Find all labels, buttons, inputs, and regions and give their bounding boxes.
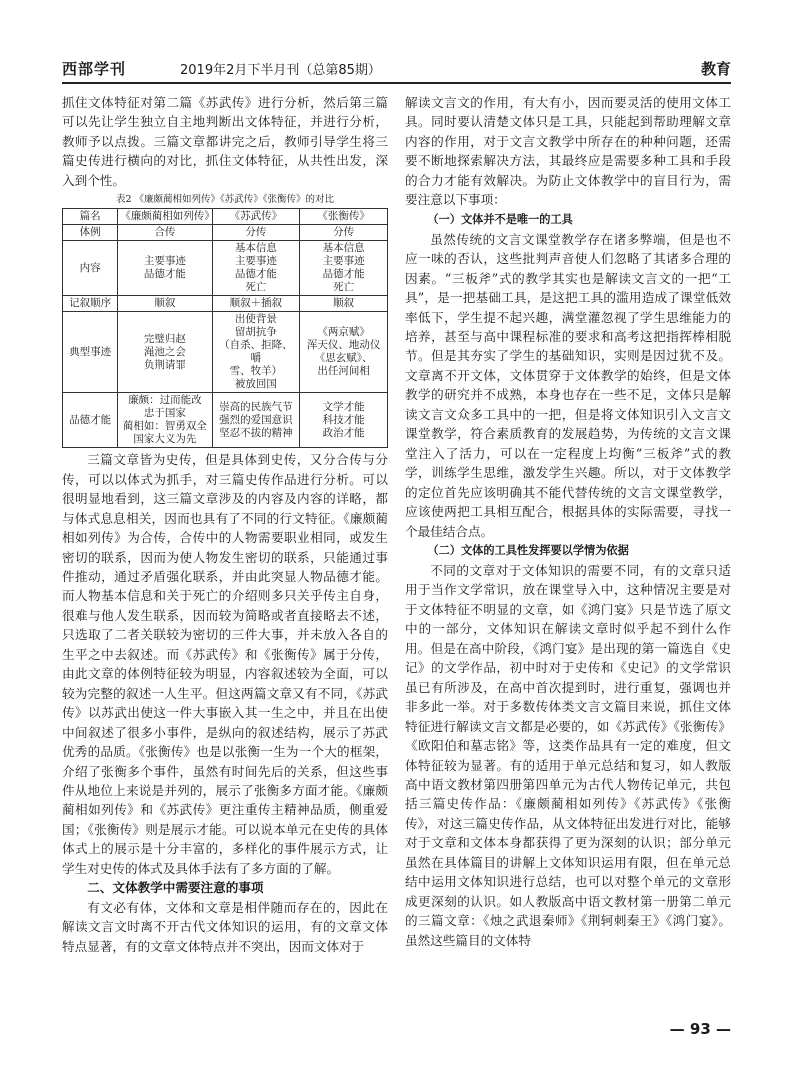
table-cell: 内容 — [63, 241, 118, 296]
cell-line: 死亡 — [333, 281, 355, 294]
cell-line: 出任河间相 — [317, 365, 370, 378]
table-cell — [118, 393, 212, 448]
table-row — [63, 393, 388, 448]
paragraph: 解读文言文的作用，有大有小，因而要灵活的使用文体工具。同时要认清楚文体只是工具，只能起到帮助理解文章内容的作用，对于文言文教学中所存在的种种问题，还需要不断地探索解决方法，其最终应是需要多种工具和手段的合力才能有效解决。为防止文体教学中的盲目行为，需要注意以下事项： — [405, 95, 731, 208]
paragraph: 抓住文体特征对第二篇《苏武传》进行分析，然后第三篇可以先让学生独立自主地判断出文体特征，并进行分析，教师予以点拨。三篇文章都讲完之后，教师引导学生将三篇史传进行横向的对比，抓住文体特征，从共性出发，深入到个性。 — [62, 95, 388, 188]
cell-line: 忠于国家 — [143, 407, 186, 420]
cell-line: 浑天仪、地动仪 — [306, 339, 381, 352]
cell-line: 蔺相如：智勇双全 — [122, 420, 207, 433]
cell-line: 《两京赋》 — [317, 326, 370, 339]
table-cell — [212, 241, 300, 296]
table-cell: 合传 — [118, 225, 212, 241]
table-row — [63, 296, 388, 312]
table-cell: 《张衡传》 — [300, 209, 388, 225]
table-cell: 分传 — [212, 225, 300, 241]
table-cell — [118, 241, 212, 296]
table-cell: 顺叙 — [118, 296, 212, 312]
table-cell — [300, 393, 388, 448]
cell-line: 品德才能 — [322, 268, 365, 281]
cell-line: 主要事迹 — [234, 255, 277, 268]
table-cell: 分传 — [300, 225, 388, 241]
subsection-heading: （二）文体的工具性发挥要以学情为依据 — [427, 543, 629, 557]
table-cell: 篇名 — [63, 209, 118, 225]
cell-line: 主要事迹 — [143, 255, 186, 268]
cell-line: 强烈的爱国意识 — [219, 413, 293, 426]
cell-line: 《思玄赋》、 — [314, 352, 373, 365]
table-cell: 记叙顺序 — [63, 296, 118, 312]
paragraph: 三篇文章皆为史传，但是具体到史传，又分合传与分传，可以以体式为抓手，对三篇史传作品进行分析。可以很明显地看到，这三篇文章涉及的内容及内容的详略，都与体式息息相关，因而也具有了不同的行文特征。《廉颇蔺相如列传》为合传，合传中的人物需要职业相同，或发生密切的联系，因而为使人物发生密切的联系，只能通过事件推动，通过矛盾强化联系，并由此突显人物品德才能。而人物基本信息和关于死亡的介绍则多只关乎传主自身，很难与他人发生联系，因而较为简略或者直接略去不述，只选取了二者关联较为密切的三件大事，并未放入各自的生平之中去叙述。而《苏武传》和《张衡传》属于分传，由此文章的体例特征较为明显，内容叙述较为全面，可以较为完整的叙述一人生平。但这两篇文章又有不同，《苏武传》以苏武出使这一件大事嵌入其一生之中，并且在出使中间叙述了很多小事件，是纵向的叙述结构，展示了苏武优秀的品质。《张衡传》也是以张衡一生为一个大的框架，介绍了张衡多个事件，虽然有时间先后的关系，但这些事件从地位上来说是并列的，展示了张衡多方面才能。《廉颇蔺相如列传》和《苏武传》更注重传主精神品质，侧重爱国；《张衡传》则是展示才能。可以说本单元在史传的具体体式上的展示是十分丰富的，多样化的事件展示方式，让学生对史传的体式及具体手法有了多方面的了解。 — [62, 452, 388, 876]
cell-line: 出使背景 — [234, 313, 277, 326]
cell-line: 完璧归赵 — [143, 332, 186, 345]
table-header-row — [63, 209, 388, 225]
cell-line: 品德才能 — [143, 268, 186, 281]
cell-line: 渑池之会 — [143, 345, 186, 358]
running-header — [62, 58, 731, 82]
table-cell — [212, 312, 300, 393]
cell-line: 雪、牧羊） — [229, 365, 283, 378]
cell-line: 负荆请罪 — [143, 358, 186, 371]
comparison-table — [62, 208, 388, 448]
table-cell: 顺叙 — [300, 296, 388, 312]
table-cell: 体例 — [63, 225, 118, 241]
table-cell — [300, 241, 388, 296]
section-heading: 二、文体教学中需要注意的事项 — [87, 880, 264, 896]
cell-line: 基本信息 — [234, 242, 277, 255]
header-rule — [62, 82, 731, 84]
cell-line: 廉颇：过而能改 — [128, 394, 202, 407]
table-row — [63, 312, 388, 393]
table-row — [63, 225, 388, 241]
table-cell: 品德才能 — [63, 393, 118, 448]
cell-line: 基本信息 — [322, 242, 365, 255]
cell-line: 坚忍不拔的精神 — [219, 426, 293, 439]
cell-line: 国家大义为先 — [133, 433, 197, 446]
paragraph: 不同的文章对于文体知识的需要不同，有的文章只适用于当作文学常识，放在课堂导入中，这种情况主要是对于文体特征不明显的文章，如《鸿门宴》只是节选了原文中的一部分，文体知识在解读文章时似乎起不到什么作用。但是在高中阶段，《鸿门宴》是出现的第一篇选自《史记》的文学作品，初中时对于史传和《史记》的文学常识虽已有所涉及，在高中首次提到时，进行重复，强调也并非多此一举。对于多数传体类文言文篇目来说，抓住文体特征进行解读文言文都是必要的，如《苏武传》《张衡传》《欧阳伯和墓志铭》等，这类作品具有一定的难度，但文体特征较为显著。有的适用于单元总结和复习，如人教版高中语文教材第四册第四单元为古代人物传记单元，共包括三篇史传作品：《廉颇蔺相如列传》《苏武传》《张衡传》，对这三篇史传作品，从文体特征出发进行对比，能够对于文章和文体本身都获得了更为深刻的认识；部分单元虽然在具体篇目的讲解上文体知识运用有限，但在单元总结中运用文体知识进行总结，也可以对整个单元的文章形成更深刻的认识。如人教版高中语文教材第一册第二单元的三篇文章：《烛之武退秦师》《荆轲刺秦王》《鸿门宴》。虽然这些篇目的文体特 — [405, 562, 731, 948]
table-cell — [118, 312, 212, 393]
section-name: 教育 — [700, 60, 731, 78]
cell-line: （自杀、拒降、嚼 — [219, 339, 293, 365]
cell-line: 文学才能 — [322, 400, 365, 413]
paragraph: 虽然传统的文言文课堂教学存在诸多弊端，但是也不应一味的否认，这些批判声音使人们忽略了其诸多合理的因素。“三板斧”式的教学其实也是解读文言文的一把“工具”，是一把基础工具，是这把工具的滥用造成了课堂低效率低下，学生提不起兴趣，满堂灌忽视了学生思维能力的培养，甚至与高中课程标准的要求和高考这把指挥棒相脱节。但是其夯实了学生的基础知识，实则是因过犹不及。文章离不开文体，文体贯穿于文体教学的始终，但是文体教学的研究并不成熟，本身也存在一些不足，文体只是解读文言文众多工具中的一把，但是将文体知识引入文言文课堂教学，符合素质教育的发展趋势，为传统的文言文课堂注入了活力，可以在一定程度上均衡“三板斧”式的教学，训练学生思维，激发学生兴趣。所以，对于文体教学的定位首先应该明确其不能代替传统的文言文课堂教学，应该使两把工具相互配合，根据具体的实际需要，寻找一个最佳结合点。 — [405, 231, 731, 539]
issue-info: 2019年2月下半月刊（总第85期） — [180, 63, 381, 78]
cell-line: 科技才能 — [322, 413, 365, 426]
left-column — [62, 93, 388, 956]
table-caption: 表2 《廉颇蔺相如列传》《苏武传》《张衡传》的对比 — [115, 194, 335, 206]
table-cell: 《廉颇蔺相如列传》 — [118, 209, 212, 225]
journal-name: 西部学刊 — [62, 60, 127, 78]
cell-line: 主要事迹 — [322, 255, 365, 268]
table-row — [63, 241, 388, 296]
table-cell: 顺叙＋插叙 — [212, 296, 300, 312]
table-cell — [212, 393, 300, 448]
paragraph: 有文必有体，文体和文章是相伴随而存在的，因此在解读文言文时离不开古代文体知识的运用，有的文章文体特点显著，有的文章文体特点并不突出，因而文体对于 — [62, 899, 388, 954]
cell-line: 崇高的民族气节 — [219, 400, 293, 413]
table-cell: 《苏武传》 — [212, 209, 300, 225]
cell-line: 留胡抗争 — [234, 326, 277, 339]
subsection-heading: （一）文体并不是唯一的工具 — [427, 212, 573, 226]
cell-line: 被放回国 — [234, 378, 277, 391]
table-cell: 典型事迹 — [63, 312, 118, 393]
table-cell — [300, 312, 388, 393]
page-number: — 93 — — [669, 1020, 731, 1038]
right-column — [405, 93, 731, 950]
cell-line: 政治才能 — [322, 426, 365, 439]
cell-line: 品德才能 — [234, 268, 277, 281]
cell-line: 死亡 — [245, 281, 267, 294]
